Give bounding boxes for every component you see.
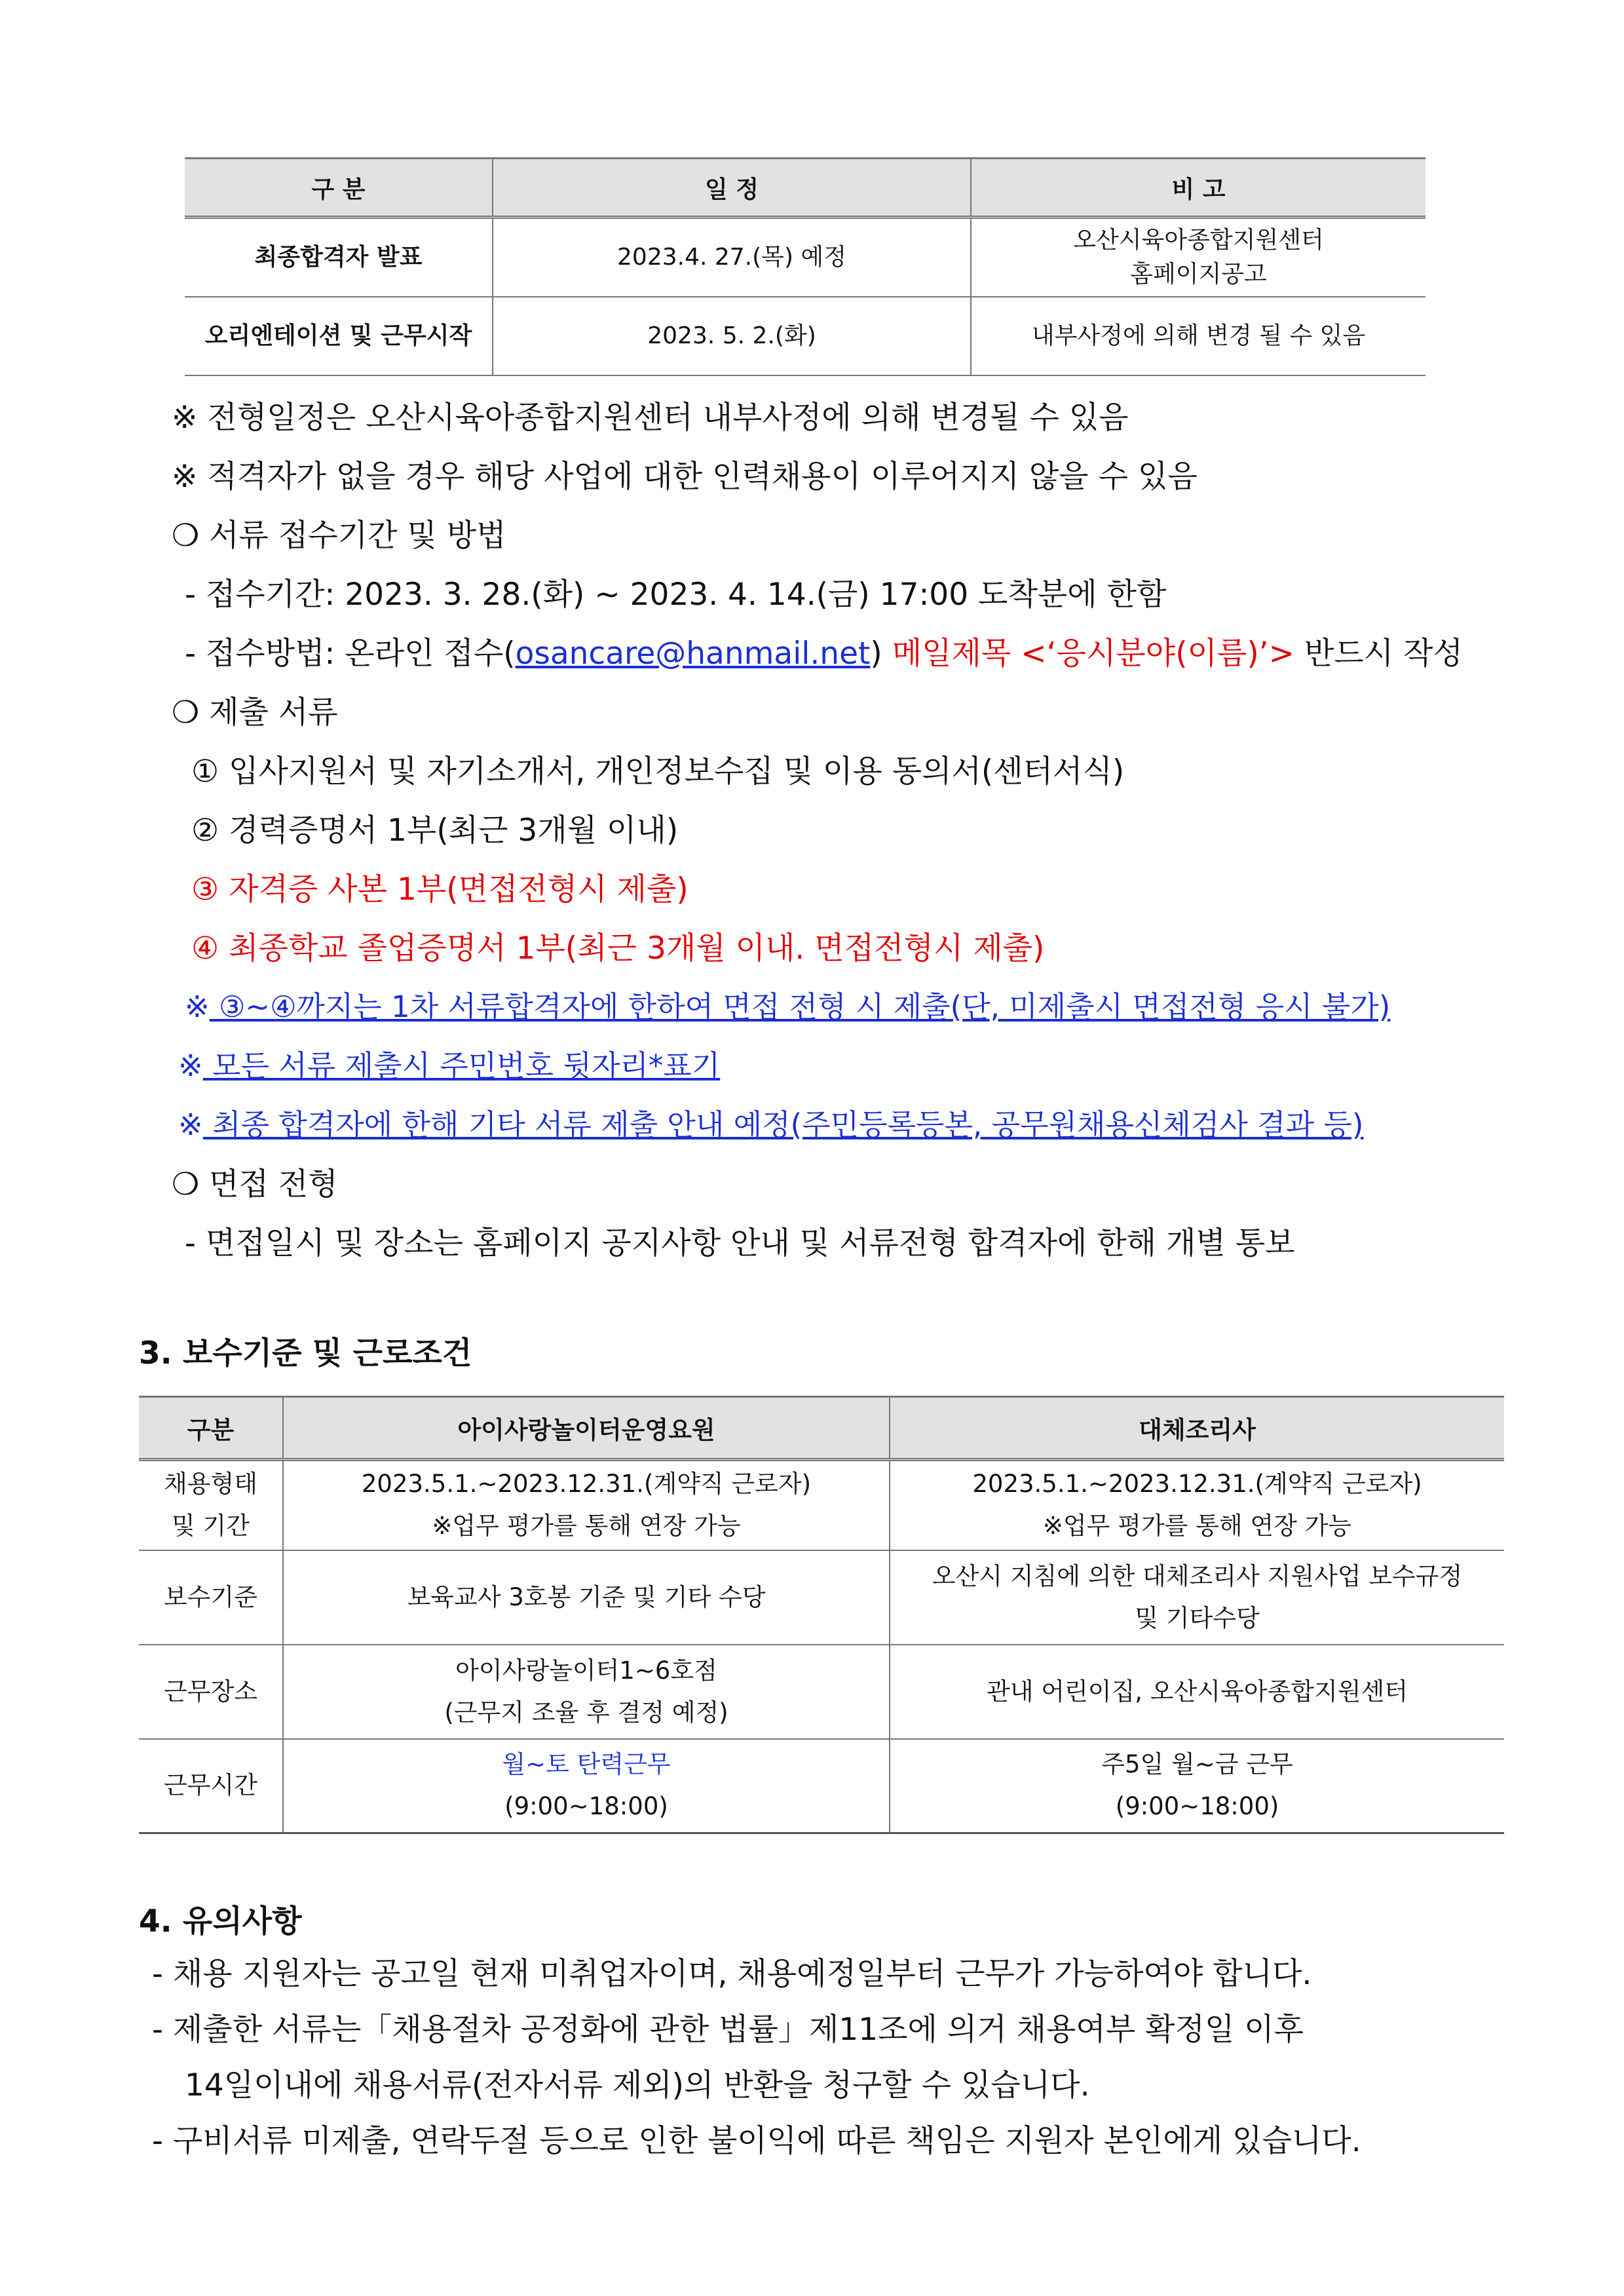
schedule-table [185,157,1426,376]
document-item: ② 경력증명서 1부(최근 3개월 이내) [191,813,679,849]
cell-line: 주5일 월~금 근무 [1101,1750,1293,1779]
label-line: 및 기간 [172,1512,250,1540]
document-item: ① 입사지원서 및 자기소개서, 개인정보수집 및 이용 동의서(센터서식) [191,754,1125,790]
note-text: ③~④까지는 1차 서류합격자에 한하여 면접 전형 시 제출(단, 미제출시 면접전형 응시 불가) [209,989,1391,1024]
header-playground-staff: 아이사랑놀이터운영요원 [283,1397,890,1460]
cell-cook [890,1739,1504,1833]
cell-line: (근무지 조율 후 결정 예정) [444,1698,728,1727]
document-note [185,983,1390,1025]
row-note [971,218,1426,297]
schedule-change-note: ※ 전형일정은 오산시육아종합지원센터 내부사정에 의해 변경될 수 있음 [172,400,1129,436]
cell-line: (9:00~18:00) [504,1792,668,1821]
email-link[interactable]: osancare@hanmail.net [515,636,871,672]
note-mark: ※ [178,1107,203,1142]
application-heading: ❍ 서류 접수기간 및 방법 [172,518,506,554]
cell-line: 오산시 지침에 의한 대체조리사 지원사업 보수규정 [932,1561,1463,1590]
cell-line: ※업무 평가를 통해 연장 가능 [432,1512,741,1540]
table-row [139,1460,1504,1550]
cell-line: 및 기타수당 [1135,1603,1260,1632]
table-row [185,297,1426,375]
caution-item: - 채용 지원자는 공고일 현재 미취업자이며, 채용예정일부터 근무가 가능하여야 합니다. [152,1956,1312,1992]
method-prefix: - 접수방법: 온라인 접수( [185,636,516,672]
caution-item: - 제출한 서류는「채용절차 공정화에 관한 법률」제11조에 의거 채용여부 확정일 이후 [152,2012,1304,2048]
section4-title: 4. 유의사항 [139,1904,302,1940]
note-text: 최종 합격자에 한해 기타 서류 제출 안내 예정(주민등록등본, 공무원채용신체검사 결과 등) [202,1107,1364,1142]
method-close: ) [870,636,882,672]
table-header-row [139,1397,1504,1460]
row-date: 2023. 5. 2.(화) [493,297,971,375]
cell-line: (9:00~18:00) [1115,1792,1279,1821]
label-line: 채용형태 [164,1470,257,1499]
application-period: - 접수기간: 2023. 3. 28.(화) ~ 2023. 4. 14.(금) 17:00 도착분에 한함 [185,577,1167,613]
interview-detail: - 면접일시 및 장소는 홈페이지 공지사항 안내 및 서류전형 합격자에 한해 개별 통보 [185,1225,1295,1261]
row-label: 보수기준 [139,1550,283,1645]
table-row [139,1645,1504,1739]
header-substitute-cook: 대체조리사 [890,1397,1504,1460]
row-note: 내부사정에 의해 변경 될 수 있음 [971,297,1426,375]
mail-subject: 메일제목 <‘응시분야(이름)’> [892,636,1294,672]
row-category: 최종합격자 발표 [185,218,493,297]
note-mark: ※ [185,989,210,1024]
cell-staff [283,1645,890,1739]
no-candidate-note: ※ 적격자가 없을 경우 해당 사업에 대한 인력채용이 이루어지지 않을 수 있음 [172,459,1198,495]
header-note: 비 고 [971,159,1426,218]
conditions-table [139,1396,1504,1834]
row-label: 근무장소 [139,1645,283,1739]
row-category: 오리엔테이션 및 근무시작 [185,297,493,375]
note-line: 오산시육아종합지원센터 [1073,227,1324,254]
cell-line: ※업무 평가를 통해 연장 가능 [1042,1512,1352,1540]
document-note [178,1101,1363,1143]
cell-line: 2023.5.1.~2023.12.31.(계약직 근로자) [361,1470,812,1499]
method-suffix: 반드시 작성 [1304,636,1463,672]
note-text: 모든 서류 제출시 주민번호 뒷자리*표기 [202,1048,721,1083]
table-row [185,218,1426,297]
header-category: 구분 [139,1397,283,1460]
cell-line: 아이사랑놀이터1~6호점 [455,1656,717,1685]
document-note [178,1042,720,1084]
cell-line: 월~토 탄력근무 [502,1750,671,1779]
section3-title: 3. 보수기준 및 근로조건 [139,1335,472,1371]
row-label: 근무시간 [139,1739,283,1833]
cell-line: 2023.5.1.~2023.12.31.(계약직 근로자) [972,1470,1422,1499]
cell-staff [283,1739,890,1833]
cell-cook [890,1550,1504,1645]
caution-item-cont: 14일이내에 채용서류(전자서류 제외)의 반환을 청구할 수 있습니다. [185,2067,1090,2103]
table-row [139,1550,1504,1645]
row-date: 2023.4. 27.(목) 예정 [493,218,971,297]
cell-cook: 관내 어린이집, 오산시육아종합지원센터 [890,1645,1504,1739]
caution-item: - 구비서류 미제출, 연락두절 등으로 인한 불이익에 따른 책임은 지원자 본인에게 있습니다. [152,2123,1361,2159]
application-method [185,629,1463,673]
document-item: ④ 최종학교 졸업증명서 1부(최근 3개월 이내. 면접전형시 제출) [191,930,1045,966]
document-item: ③ 자격증 사본 1부(면접전형시 제출) [191,871,689,908]
note-mark: ※ [178,1048,203,1083]
header-category: 구 분 [185,159,493,218]
cell-staff: 보육교사 3호봉 기준 및 기타 수당 [283,1550,890,1645]
header-date: 일 정 [493,159,971,218]
cell-cook [890,1460,1504,1550]
cell-staff [283,1460,890,1550]
interview-heading: ❍ 면접 전형 [172,1166,338,1202]
note-line: 홈페이지공고 [1130,261,1267,288]
row-label [139,1460,283,1550]
documents-heading: ❍ 제출 서류 [172,695,338,731]
table-header-row [185,159,1426,218]
table-row [139,1739,1504,1833]
